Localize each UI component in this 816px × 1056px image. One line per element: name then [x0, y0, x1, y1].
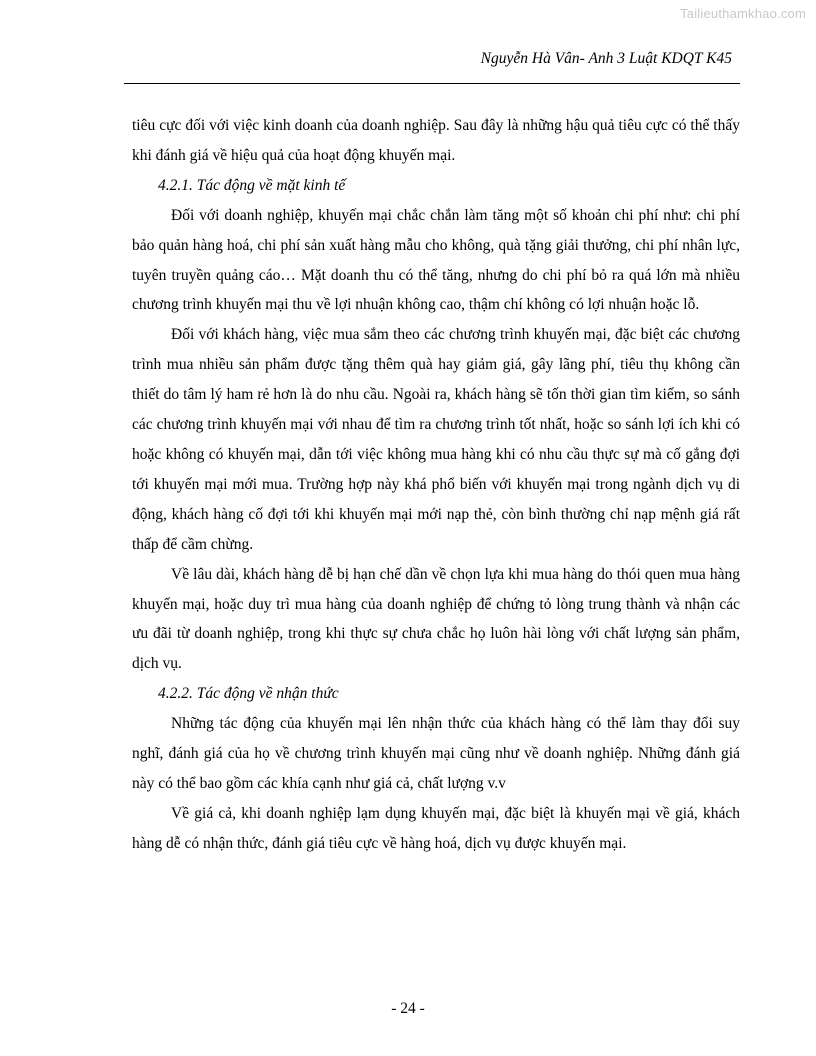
- paragraph-continuation: tiêu cực đối với việc kinh doanh của doanh nghiệp. Sau đây là những hậu quả tiêu cực có thể thấy khi đánh giá về hiệu quả của hoạt động khuyến mại.: [132, 117, 740, 164]
- page-number: - 24 -: [391, 1000, 425, 1017]
- page-body: [132, 111, 740, 859]
- section-heading-4-2-1: 4.2.1. Tác động về mặt kinh tế: [158, 176, 346, 194]
- watermark-text: Tailieuthamkhao.com: [680, 6, 806, 21]
- section-heading-4-2-2: 4.2.2. Tác động về nhận thức: [158, 685, 339, 703]
- paragraph-perception: Những tác động của khuyến mại lên nhận thức của khách hàng có thể làm thay đổi suy nghĩ, đánh giá của họ về chương trình khuyến mại cũng như về doanh nghiệp. Những đánh giá này có thể bao gồm các khía cạnh như giá cả, chất lượng v.v: [132, 715, 740, 792]
- paragraph-price: Về giá cả, khi doanh nghiệp lạm dụng khuyến mại, đặc biệt là khuyến mại về giá, khách hàng dễ có nhận thức, đánh giá tiêu cực về hàng hoá, dịch vụ được khuyến mại.: [132, 804, 740, 852]
- paragraph-customer-impact: Đối với khách hàng, việc mua sắm theo các chương trình khuyến mại, đặc biệt các chương trình mua nhiều sản phẩm được tặng thêm quà hay giảm giá, gây lãng phí, tiêu thụ không cần thiết do tâm lý ham rẻ hơn là do nhu cầu. Ngoài ra, khách hàng sẽ tốn thời gian tìm kiếm, so sánh các chương trình khuyến mại với nhau để tìm ra chương trình tốt nhất, hoặc so sánh lợi ích khi có hoặc không có khuyến mại, dẫn tới việc không mua hàng khi có nhu cầu thực sự mà cố gắng đợi tới khuyến mại mới mua. Trường hợp này khá phổ biến với khuyến mại trong ngành dịch vụ di động, khách hàng cố đợi tới khi khuyến mại mới nạp thẻ, còn bình thường chỉ nạp mệnh giá rất thấp để cầm chừng.: [132, 326, 740, 553]
- paragraph-long-term: Về lâu dài, khách hàng dễ bị hạn chế dần về chọn lựa khi mua hàng do thói quen mua hàng khuyến mại, hoặc duy trì mua hàng của doanh nghiệp để chứng tỏ lòng trung thành và nhận các ưu đãi từ doanh nghiệp, trong khi thực sự chưa chắc họ luôn hài lòng với chất lượng sản phẩm, dịch vụ.: [132, 565, 740, 673]
- header-divider: [124, 83, 740, 84]
- paragraph-business-costs: Đối với doanh nghiệp, khuyến mại chắc chắn làm tăng một số khoản chi phí như: chi phí bảo quản hàng hoá, chi phí sản xuất hàng mẫu cho không, quà tặng giải thưởng, chi phí nhân lực, tuyên truyền quảng cáo… Mặt doanh thu có thể tăng, nhưng do chi phí bỏ ra quá lớn mà nhiều chương trình khuyến mại thu về lợi nhuận không cao, thậm chí không có lợi nhuận hoặc lỗ.: [132, 206, 740, 314]
- running-header: Nguyễn Hà Vân- Anh 3 Luật KDQT K45: [480, 50, 732, 67]
